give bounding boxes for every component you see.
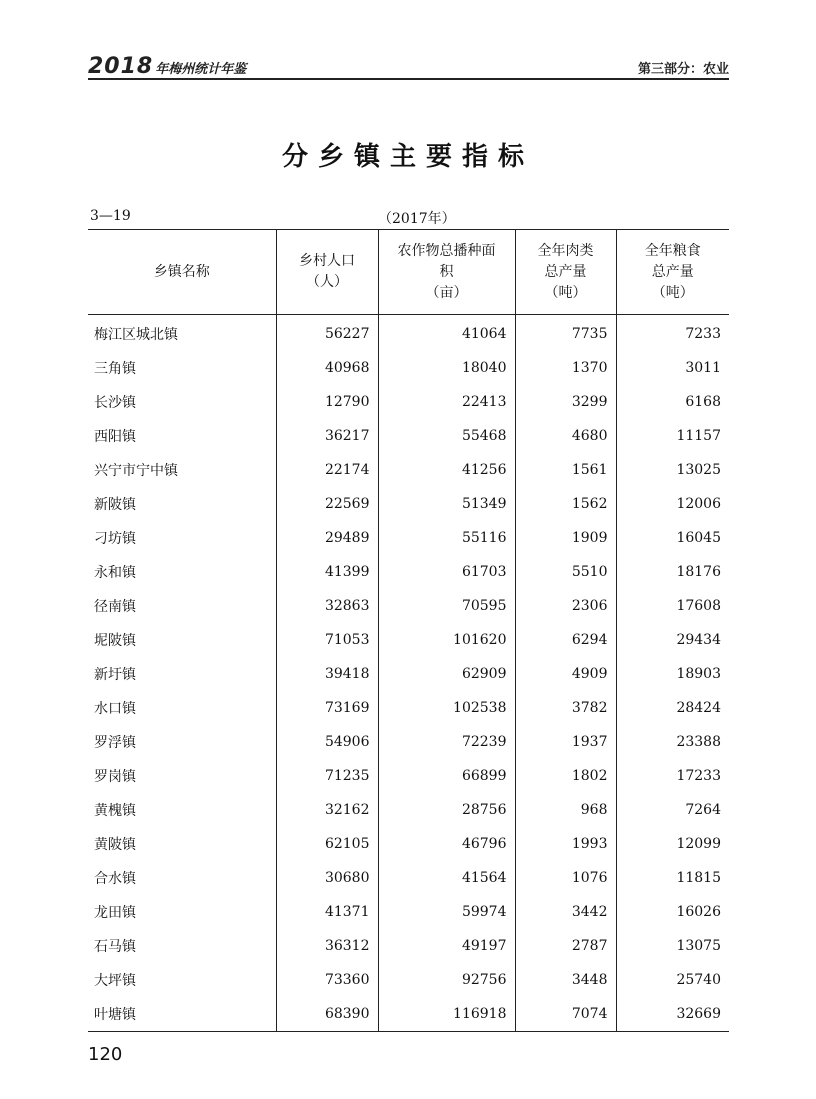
table-row [88,521,729,555]
crop-area-cell: 49197 [378,929,515,963]
column-header-line: （人） [306,274,348,290]
table-number: 3—19 [90,208,131,224]
rural-population-cell: 39418 [276,657,378,691]
grain-output-cell: 17233 [616,759,729,793]
table-row [88,385,729,419]
grain-output-cell: 7233 [616,315,729,352]
town-name-cell: 叶塘镇 [88,997,276,1032]
column-header-crop-area [378,230,515,315]
meat-output-cell: 7735 [515,315,616,352]
column-header-line: （吨） [651,284,694,301]
town-name-cell: 新圩镇 [94,667,136,683]
running-header [88,52,729,78]
rural-population-cell: 73169 [276,691,378,725]
table-row [88,793,729,827]
rural-population-cell: 62105 [276,827,378,861]
crop-area-cell: 72239 [378,725,515,759]
meat-output-cell: 1076 [515,861,616,895]
grain-output-cell: 13075 [616,929,729,963]
crop-area-cell: 55116 [378,521,515,555]
column-header-line: （吨） [544,284,587,301]
table-row [88,419,729,453]
meat-output-cell: 4909 [515,657,616,691]
table-row [88,487,729,521]
crop-area-cell: 28756 [378,793,515,827]
crop-area-cell: 70595 [378,589,515,623]
crop-area-cell: 116918 [378,997,515,1032]
grain-output-cell: 23388 [616,725,729,759]
meat-output-cell: 1370 [515,351,616,385]
table-header-row [88,230,729,315]
rural-population-cell: 30680 [276,861,378,895]
meat-output-cell: 1802 [515,759,616,793]
rural-population-cell: 22174 [276,453,378,487]
column-header-line: 全年粮食 [644,242,701,259]
table-row [88,759,729,793]
rural-population-cell: 12790 [276,385,378,419]
meat-output-cell: 2787 [515,929,616,963]
rural-population-cell: 22569 [276,487,378,521]
crop-area-cell: 41256 [378,453,515,487]
meat-output-cell: 3299 [515,385,616,419]
page-title: 分乡镇主要指标 [281,142,534,172]
meat-output-cell: 3448 [515,963,616,997]
table-year: （2017年） [378,211,456,227]
crop-area-cell: 46796 [378,827,515,861]
column-header-grain-output [616,230,729,315]
town-name-cell: 黄槐镇 [94,803,136,819]
rural-population-cell: 56227 [276,315,378,352]
table-row [88,725,729,759]
town-name-cell: 水口镇 [94,701,136,717]
table-row [88,963,729,997]
grain-output-cell: 13025 [616,453,729,487]
table-row [88,895,729,929]
meat-output-cell: 4680 [515,419,616,453]
meat-output-cell: 1937 [515,725,616,759]
crop-area-cell: 59974 [378,895,515,929]
rural-population-cell: 32162 [276,793,378,827]
town-name-cell: 罗浮镇 [94,735,136,751]
column-header-meat-output [515,230,616,315]
table-row [88,453,729,487]
rural-population-cell: 71053 [276,623,378,657]
meat-output-cell: 1561 [515,453,616,487]
meat-output-cell: 1909 [515,521,616,555]
header-rule [88,78,729,80]
town-name-cell: 罗岗镇 [94,769,136,785]
meat-output-cell: 3782 [515,691,616,725]
table-row [88,691,729,725]
yearbook-year: 2018 [88,54,154,79]
grain-output-cell: 28424 [616,691,729,725]
grain-output-cell: 25740 [616,963,729,997]
town-name-cell: 刁坊镇 [94,531,136,547]
meat-output-cell: 2306 [515,589,616,623]
table-row [88,315,729,352]
rural-population-cell: 71235 [276,759,378,793]
crop-area-cell: 101620 [378,623,515,657]
crop-area-cell: 92756 [378,963,515,997]
crop-area-cell: 66899 [378,759,515,793]
column-header-line: 总产量 [651,263,694,280]
column-header-line: 乡镇名称 [153,263,210,280]
crop-area-cell: 61703 [378,555,515,589]
grain-output-cell: 11157 [616,419,729,453]
crop-area-cell: 62909 [378,657,515,691]
table-row [88,997,729,1032]
meat-output-cell: 7074 [515,997,616,1032]
table-row [88,589,729,623]
grain-output-cell: 29434 [616,623,729,657]
meat-output-cell: 5510 [515,555,616,589]
grain-output-cell: 12099 [616,827,729,861]
table-row [88,929,729,963]
crop-area-cell: 41564 [378,861,515,895]
town-name-cell: 大坪镇 [94,973,136,989]
town-name-cell: 兴宁市宁中镇 [94,463,178,479]
yearbook-title [88,54,246,79]
grain-output-cell: 7264 [616,793,729,827]
town-name-cell: 龙田镇 [94,905,136,921]
column-header-line: 总产量 [544,263,587,280]
meat-output-cell: 1562 [515,487,616,521]
grain-output-cell: 17608 [616,589,729,623]
crop-area-cell: 102538 [378,691,515,725]
yearbook-name: 年梅州统计年鉴 [155,62,247,77]
rural-population-cell: 73360 [276,963,378,997]
town-name-cell: 黄陂镇 [94,837,136,853]
grain-output-cell: 18903 [616,657,729,691]
meat-output-cell: 1993 [515,827,616,861]
column-header-rural-population [276,230,378,315]
rural-population-cell: 36217 [276,419,378,453]
town-name-cell: 西阳镇 [94,429,136,445]
column-header-line: 乡村人口 [299,253,355,269]
table-row [88,623,729,657]
grain-output-cell: 3011 [616,351,729,385]
rural-population-cell: 54906 [276,725,378,759]
crop-area-cell: 41064 [378,315,515,352]
column-header-line: 积 [439,263,454,280]
meat-output-cell: 6294 [515,623,616,657]
column-header-line: 农作物总播种面 [397,242,496,259]
table-row [88,861,729,895]
grain-output-cell: 32669 [616,997,729,1032]
page-number: 120 [88,1044,123,1065]
rural-population-cell: 32863 [276,589,378,623]
rural-population-cell: 68390 [276,997,378,1032]
crop-area-cell: 55468 [378,419,515,453]
grain-output-cell: 18176 [616,555,729,589]
meat-output-cell: 3442 [515,895,616,929]
town-name-cell: 石马镇 [94,939,136,955]
column-header-line: （亩） [425,284,468,301]
data-table [88,229,729,1032]
grain-output-cell: 11815 [616,861,729,895]
crop-area-cell: 51349 [378,487,515,521]
town-name-cell: 三角镇 [94,361,136,377]
grain-output-cell: 16045 [616,521,729,555]
town-name-cell: 梅江区城北镇 [94,327,178,343]
town-name-cell: 新陂镇 [94,497,136,513]
column-header-town [88,230,276,315]
crop-area-cell: 22413 [378,385,515,419]
crop-area-cell: 18040 [378,351,515,385]
table-row [88,827,729,861]
rural-population-cell: 29489 [276,521,378,555]
rural-population-cell: 40968 [276,351,378,385]
town-name-cell: 坭陂镇 [94,633,136,649]
rural-population-cell: 36312 [276,929,378,963]
grain-output-cell: 16026 [616,895,729,929]
table-row [88,657,729,691]
rural-population-cell: 41399 [276,555,378,589]
table-row [88,351,729,385]
meat-output-cell: 968 [515,793,616,827]
town-name-cell: 径南镇 [94,599,136,615]
section-title: 第三部分：农业 [637,62,729,77]
town-name-cell: 长沙镇 [94,395,136,411]
grain-output-cell: 6168 [616,385,729,419]
town-name-cell: 合水镇 [94,871,136,887]
table-body [88,315,729,1032]
town-name-cell: 永和镇 [94,565,136,581]
grain-output-cell: 12006 [616,487,729,521]
table-row [88,555,729,589]
rural-population-cell: 41371 [276,895,378,929]
column-header-line: 全年肉类 [537,242,594,259]
